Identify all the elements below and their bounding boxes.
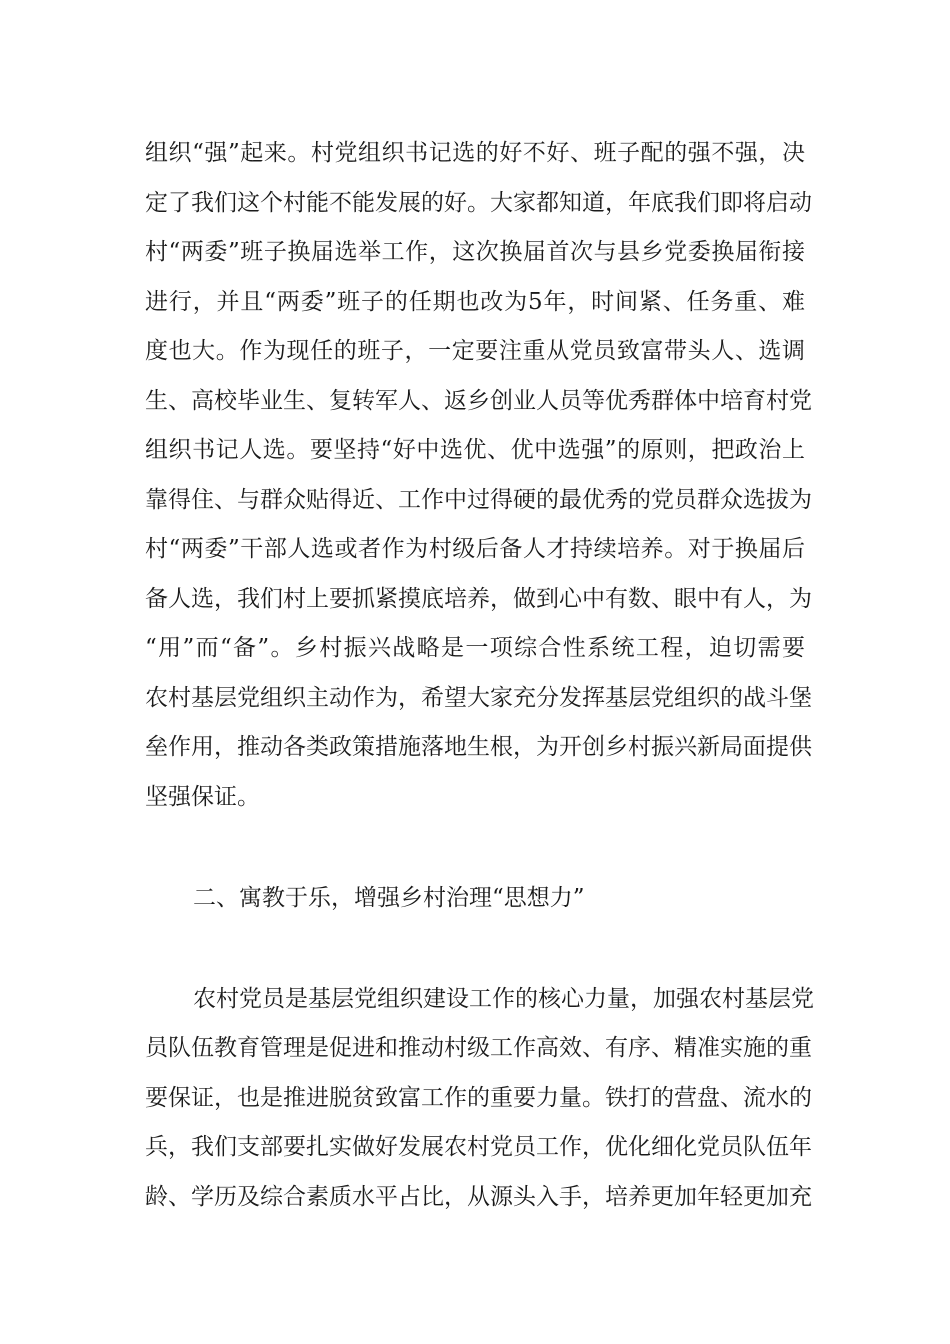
paragraph-1-line-11: “用”而“备”。乡村振兴战略是一项综合性系统工程，迫切需要: [145, 635, 805, 661]
paragraph-1-line-5: 度也大。作为现任的班子，一定要注重从党员致富带头人、选调: [145, 338, 805, 364]
paragraph-1-line-2: 定了我们这个村能不能发展的好。大家都知道，年底我们即将启动: [145, 190, 812, 216]
paragraph-1-line-1: 组织“强”起来。村党组织书记选的好不好、班子配的强不强，决: [145, 140, 805, 166]
paragraph-2-line-1: 农村党员是基层党组织建设工作的核心力量，加强农村基层党: [193, 986, 814, 1012]
paragraph-1-line-4: 进行，并且“两委”班子的任期也改为5年，时间紧、任务重、难: [145, 289, 805, 315]
paragraph-1-line-8: 靠得住、与群众贴得近、工作中过得硬的最优秀的党员群众选拔为: [145, 487, 812, 513]
paragraph-1-line-12: 农村基层党组织主动作为，希望大家充分发挥基层党组织的战斗堡: [145, 685, 812, 711]
paragraph-2-line-4: 兵，我们支部要扎实做好发展农村党员工作，优化细化党员队伍年: [145, 1134, 812, 1160]
section-heading: 二、寓教于乐，增强乡村治理“思想力”: [193, 885, 585, 911]
paragraph-1-line-10: 备人选，我们村上要抓紧摸底培养，做到心中有数、眼中有人，为: [145, 586, 812, 612]
paragraph-2-line-5: 龄、学历及综合素质水平占比，从源头入手，培养更加年轻更加充: [145, 1184, 812, 1210]
paragraph-1-line-3: 村“两委”班子换届选举工作，这次换届首次与县乡党委换届衔接: [145, 239, 805, 265]
paragraph-2-line-2: 员队伍教育管理是促进和推动村级工作高效、有序、精准实施的重: [145, 1035, 812, 1061]
paragraph-1-line-14: 坚强保证。: [145, 784, 260, 810]
paragraph-1-line-9: 村“两委”干部人选或者作为村级后备人才持续培养。对于换届后: [145, 536, 805, 562]
paragraph-1-line-6: 生、高校毕业生、复转军人、返乡创业人员等优秀群体中培育村党: [145, 388, 812, 414]
paragraph-1-line-13: 垒作用，推动各类政策措施落地生根，为开创乡村振兴新局面提供: [145, 734, 812, 760]
paragraph-2-line-3: 要保证，也是推进脱贫致富工作的重要力量。铁打的营盘、流水的: [145, 1085, 812, 1111]
paragraph-1-line-7: 组织书记人选。要坚持“好中选优、优中选强”的原则，把政治上: [145, 437, 805, 463]
